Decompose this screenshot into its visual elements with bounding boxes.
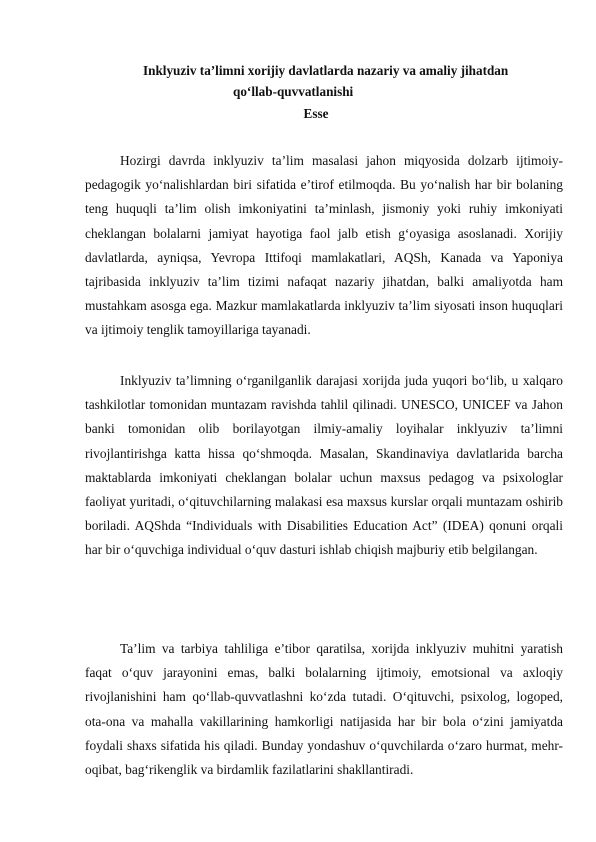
- paragraph-1: Hozirgi davrda inklyuziv ta’lim masalasi jahon miqyosida dolzarb ijtimoiy-pedagogik yo‘nalishlardan biri sifatida e’tirof etilmoqda. Bu yo‘nalish har bir bolaning teng huquqli ta’lim olish imkoniyatini ta’minlash, jismoniy yoki ruhiy imkoniyati cheklangan bolalarni jamiyat hayotiga faol jalb etish g‘oyasiga asoslanadi. Xorijiy davlatlarda, ayniqsa, Yevropa Ittifoqi mamlakatlari, AQSh, Kanada va Yaponiya tajribasida inklyuziv ta’lim tizimi nafaqat nazariy jihatdan, balki amaliyotda ham mustahkam asosga ega. Mazkur mamlakatlarda inklyuziv ta’lim siyosati inson huquqlari va ijtimoiy tenglik tamoyillariga tayanadi.: [85, 153, 563, 338]
- essay-subtitle: Esse: [303, 106, 329, 121]
- essay-title-line-2: qo‘llab-quvvatlanishi: [233, 84, 354, 99]
- essay-title-line-1: Inklyuziv ta’limni xorijiy davlatlarda nazariy va amaliy jihatdan: [143, 63, 509, 78]
- paragraph-3: Ta’lim va tarbiya tahliliga e’tibor qaratilsa, xorijda inklyuziv muhitni yaratish faqat o‘quv jarayonini emas, balki bolalarning ijtimoiy, emotsional va axloqiy rivojlanishini ham qo‘llab-quvvatlashni ko‘zda tutadi. O‘qituvchi, psixolog, logoped, ota-ona va mahalla vakillarining hamkorligi natijasida har bir bola o‘zini jamiyatda foydali shaxs sifatida his qiladi. Bunday yondashuv o‘quvchilarda o‘zaro hurmat, mehr-oqibat, bag‘rikenglik va birdamlik fazilatlarini shakllantiradi.: [85, 641, 563, 778]
- paragraph-2: Inklyuziv ta’limning o‘rganilganlik darajasi xorijda juda yuqori bo‘lib, u xalqaro tashkilotlar tomonidan muntazam ravishda tahlil qilinadi. UNESCO, UNICEF va Jahon banki tomonidan olib borilayotgan ilmiy-amaliy loyihalar inklyuziv ta’limni rivojlantirishga katta hissa qo‘shmoqda. Masalan, Skandinaviya davlatlarida barcha maktablarda imkoniyati cheklangan bolalar uchun maxsus pedagog va psixologlar faoliyat yuritadi, o‘qituvchilarning malakasi esa maxsus kurslar orqali muntazam oshirib boriladi. AQShda “Individuals with Disabilities Education Act” (IDEA) qonuni orqali har bir o‘quvchiga individual o‘quv dasturi ishlab chiqish majburiy etib belgilangan.: [85, 373, 563, 558]
